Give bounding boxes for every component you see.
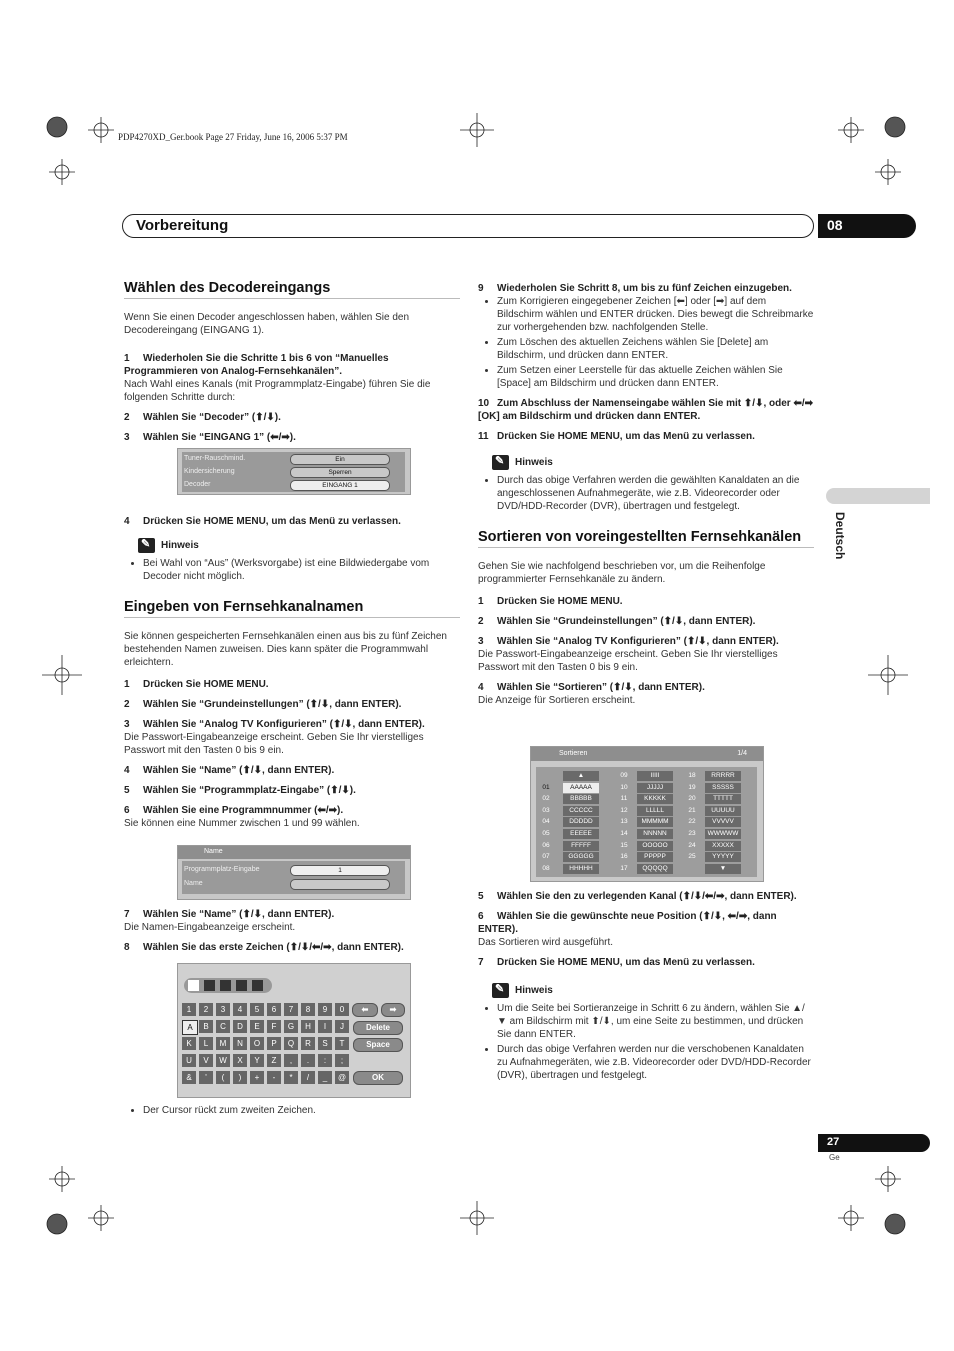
channel-name-cell[interactable]: BBBBB [563,794,599,804]
step: 11 Drücken Sie HOME MENU, um das Menü zu verlassen. [478,431,755,442]
channel-number: 07 [542,853,550,861]
step: 5 Wählen Sie den zu verlegenden Kanal (⬆/⬇/⬅/➡, dann ENTER). [478,891,797,902]
channel-name-cell[interactable]: DDDDD [563,817,599,827]
keyboard-key[interactable]: _ [318,1071,332,1084]
step: 7 Drücken Sie HOME MENU, um das Menü zu verlassen. [478,957,755,968]
step-body: Sie können eine Nummer zwischen 1 und 99 wählen. [124,818,360,829]
page-down-button[interactable]: ▼ [705,864,741,874]
screen-title: Name [204,848,223,855]
keyboard-key[interactable]: 9 [318,1003,332,1016]
keyboard-key[interactable]: A [182,1020,198,1035]
step-item: • Zum Setzen einer Leerstelle für das aktuelle Zeichen wählen Sie [Space] am Bildschirm und drücken dann ENTER. [497,364,814,390]
channel-number: 09 [620,772,628,779]
keyboard-key[interactable]: E [250,1020,264,1033]
keyboard-key[interactable]: Q [284,1037,298,1050]
page-language: Ge [829,1153,840,1162]
keyboard-key[interactable]: X [233,1054,247,1067]
step: 10 Zum Abschluss der Namenseingabe wählen Sie mit ⬆/⬇, oder ⬅/➡ [OK] am Bildschirm und drücken dann ENTER. [478,398,813,422]
channel-name-cell[interactable]: WWWWW [705,829,741,839]
channel-number: 16 [620,853,628,861]
keyboard-key[interactable]: ( [216,1071,230,1084]
channel-number: 06 [542,841,550,849]
menu-row: Tuner-Rauschmind. Ein [182,453,406,465]
hint-heading: ✎ Hinweis [138,538,460,553]
channel-number: 24 [688,841,696,849]
step: 2 Wählen Sie “Grundeinstellungen” (⬆/⬇, dann ENTER). [124,699,402,710]
channel-number: 10 [620,783,628,791]
hint-item: • Bei Wahl von “Aus” (Werksvorgabe) ist eine Bildwiedergabe vom Decoder nicht möglich. [143,557,460,583]
pencil-note-icon [492,983,509,998]
cursor-left-button[interactable]: ⬅ [352,1003,378,1017]
step: 1 Drücken Sie HOME MENU. [124,679,269,690]
menu-row: Programmplatz-Eingabe 1 [182,864,406,876]
keyboard-key[interactable]: P [267,1037,281,1050]
keyboard-key[interactable]: N [233,1037,247,1050]
keyboard-key[interactable]: Z [267,1054,281,1067]
channel-name-cell[interactable]: SSSSS [705,783,741,793]
right-lower-steps [478,890,814,1084]
channel-name-cell[interactable]: RRRRR [705,771,741,781]
channel-name-cell[interactable]: XXXXX [705,841,741,851]
keyboard-key[interactable]: J [335,1020,349,1033]
keyboard-key[interactable]: O [250,1037,264,1050]
keyboard-key[interactable]: * [284,1071,298,1084]
step-body: Die Passwort-Eingabeanzeige erscheint. Geben Sie Ihr vierstelliges Passwort mit den Tasten 0 bis 9 ein. [124,732,424,756]
step-body: Die Anzeige für Sortieren erscheint. [478,695,636,706]
channel-number: 15 [620,841,628,849]
step: 1 Wiederholen Sie die Schritte 1 bis 6 von “Manuelles Programmieren von Analog-Fernsehkanälen”. [124,353,389,377]
step: 4 Wählen Sie “Name” (⬆/⬇, dann ENTER). [124,765,335,776]
decoder-screen [177,448,411,495]
section-intro: Sie können gespeicherten Fernsehkanälen einen aus bis zu fünf Zeichen bestehenden Namen zuweisen. Dies kann später die Programmwahl erleichtern. [124,631,447,668]
keyboard-key[interactable]: T [335,1037,349,1050]
channel-number: 20 [688,795,696,803]
channel-number: 08 [542,864,550,872]
channel-name-cell[interactable]: FFFFF [563,841,599,851]
chapter-number: 08 [827,217,843,233]
keyboard-key[interactable]: ) [233,1071,247,1084]
keyboard-key[interactable]: F [267,1020,281,1033]
step: 2 Wählen Sie “Grundeinstellungen” (⬆/⬇, dann ENTER). [478,616,756,627]
step-item: • Zum Korrigieren eingegebener Zeichen [⬅] oder [➡] auf dem Bildschirm wählen und ENTER drücken. Dies bewegt die Schreibmarke zur vorhergehenden bzw. nachfolgenden Stelle. [497,295,814,334]
channel-number: 19 [688,783,696,791]
step: 6 Wählen Sie die gewünschte neue Position (⬆/⬇, ⬅/➡, dann ENTER). [478,911,777,935]
chapter-number-badge [818,214,916,238]
step-item: • Zum Löschen des aktuellen Zeichens wählen Sie [Delete] am Bildschirm, und drücken dann ENTER. [497,336,814,362]
step: 3 Wählen Sie “Analog TV Konfigurieren” (⬆/⬇, dann ENTER). [478,636,779,647]
keyboard-key[interactable]: 2 [199,1003,213,1016]
channel-name-cell[interactable]: KKKKK [637,794,673,804]
channel-name-cell[interactable]: PPPPP [637,852,673,862]
menu-row: Decoder EINGANG 1 [182,479,406,491]
channel-name-cell[interactable]: MMMMM [637,817,673,827]
channel-name-cell[interactable]: QQQQQ [637,864,673,874]
left-column [124,282,460,830]
keyboard-key[interactable]: / [301,1071,315,1084]
step-body: Nach Wahl eines Kanals (mit Programmplatz-Eingabe) führen Sie die folgenden Schritte durch: [124,379,431,403]
channel-name-cell[interactable]: NNNNN [637,829,673,839]
left-lower-steps [124,908,460,954]
keyboard-key[interactable]: B [199,1020,213,1033]
channel-name-cell[interactable]: GGGGG [563,852,599,862]
keyboard-key[interactable]: ' [199,1071,213,1084]
keyboard-key[interactable]: . [301,1054,315,1067]
channel-number: 01 [542,783,550,791]
step: 1 Drücken Sie HOME MENU. [478,596,623,607]
language-label-text: Deutsch [833,512,847,560]
keyboard-key[interactable]: L [199,1037,213,1050]
step: 7 Wählen Sie “Name” (⬆/⬇, dann ENTER). [124,909,335,920]
keyboard-key[interactable]: H [301,1020,315,1033]
channel-number: 11 [620,795,628,803]
sort-screen [530,746,764,882]
menu-row: Name [182,878,406,890]
keyboard-key[interactable]: , [284,1054,298,1067]
keyboard-key[interactable]: 5 [250,1003,264,1016]
channel-number: 22 [688,818,696,826]
channel-name-cell[interactable]: VVVVV [705,817,741,827]
step: 4 Drücken Sie HOME MENU, um das Menü zu verlassen. [124,516,401,527]
channel-number: 02 [542,795,550,803]
hint-item: • Durch das obige Verfahren werden nur die verschobenen Kanaldaten zu Aufnahmegeräten, wie z.B. Videorecorder oder DVD/HDD-Recorder (DVR), übertragen und festgelegt. [497,1043,814,1082]
step-body: Die Passwort-Eingabeanzeige erscheint. Geben Sie Ihr vierstelliges Passwort mit den Tasten 0 bis 9 ein. [478,649,778,673]
keyboard-key[interactable]: K [182,1037,196,1050]
step-body: Die Namen-Eingabeanzeige erscheint. [124,922,296,933]
channel-name-cell[interactable]: UUUUU [705,806,741,816]
channel-number: 12 [620,806,628,814]
menu-row: Kindersicherung Sperren [182,466,406,478]
keyboard-key[interactable]: V [199,1054,213,1067]
chapter-title: Vorbereitung [136,217,229,234]
channel-number: 17 [620,864,628,872]
hint-heading: ✎ Hinweis [492,455,814,470]
delete-button[interactable]: Delete [353,1021,403,1035]
section-intro: Wenn Sie einen Decoder angeschlossen haben, wählen Sie den Decodereingang (EINGANG 1). [124,312,410,336]
page-number: 27 [827,1136,840,1148]
channel-number: 18 [688,772,696,779]
keyboard-key[interactable]: - [267,1071,281,1084]
cursor-right-button[interactable]: ➡ [381,1003,405,1017]
channel-name-cell[interactable]: IIIII [637,771,673,781]
channel-name-cell[interactable]: CCCCC [563,806,599,816]
ok-button[interactable]: OK [353,1071,403,1085]
step: 3 Wählen Sie “Analog TV Konfigurieren” (⬆/⬇, dann ENTER). [124,719,425,730]
keyboard-key[interactable]: M [216,1037,230,1050]
keyboard-key[interactable]: S [318,1037,332,1050]
channel-name-cell[interactable]: AAAAA [563,783,599,793]
channel-number: 21 [688,806,696,814]
keyboard-key[interactable]: : [318,1054,332,1067]
section-title: Sortieren von voreingestellten Fernsehkanälen [478,531,814,548]
section-title: Wählen des Decodereingangs [124,282,460,299]
channel-name-cell[interactable]: EEEEE [563,829,599,839]
keyboard-key[interactable]: R [301,1037,315,1050]
hint-heading: ✎ Hinweis [492,983,814,998]
note-item: • Der Cursor rückt zum zweiten Zeichen. [143,1104,460,1117]
channel-name-cell[interactable]: HHHHH [563,864,599,874]
channel-number: 14 [620,830,628,837]
channel-number: 25 [688,853,696,861]
step: 3 Wählen Sie “EINGANG 1” (⬅/➡). [124,432,296,443]
keyboard-key[interactable]: 7 [284,1003,298,1016]
keyboard-key[interactable]: 8 [301,1003,315,1016]
step-body: Das Sortieren wird ausgeführt. [478,937,614,948]
section-title: Eingeben von Fernsehkanalnamen [124,601,460,618]
channel-name-cell[interactable]: JJJJJ [637,783,673,793]
keyboard-key[interactable]: @ [335,1071,349,1084]
keyboard-key[interactable]: + [250,1071,264,1084]
channel-number: 23 [688,830,696,837]
space-button[interactable]: Space [353,1038,403,1052]
channel-name-cell[interactable]: YYYYY [705,852,741,862]
channel-number: 13 [620,818,628,826]
step: 6 Wählen Sie eine Programmnummer (⬅/➡). [124,805,344,816]
channel-number: 04 [542,818,550,826]
hint-item: • Um die Seite bei Sortieranzeige in Schritt 6 zu ändern, wählen Sie ▲/▼ am Bildschirm mit ⬆/⬇, um eine Seite zu bestimmen, und drücken Sie dann ENTER. [497,1002,814,1041]
keyboard-key[interactable]: ; [335,1054,349,1067]
hint-item: • Durch das obige Verfahren werden die gewählten Kanaldaten an die angeschlossenen Aufnahmegeräte, wie z.B. Videorecorder oder DVD/HDD-Recorder (DVR), übertragen und festgelegt. [497,474,814,513]
step: 9 Wiederholen Sie Schritt 8, um bis zu fünf Zeichen einzugeben. [478,283,792,294]
channel-number: 05 [542,830,550,837]
pencil-note-icon [138,538,155,553]
keyboard-key[interactable]: 1 [182,1003,196,1016]
keyboard-key[interactable]: D [233,1020,247,1033]
channel-number: 03 [542,806,550,814]
step: 5 Wählen Sie “Programmplatz-Eingabe” (⬆/⬇). [124,785,356,796]
keyboard-key[interactable]: W [216,1054,230,1067]
sort-page: 1/4 [737,750,747,757]
right-column [478,282,814,707]
left-note [124,1104,460,1119]
sort-title: Sortieren [559,750,588,757]
keyboard-key[interactable]: 0 [335,1003,349,1016]
keyboard-key[interactable]: G [284,1020,298,1033]
keyboard-key[interactable]: 3 [216,1003,230,1016]
channel-name-cell[interactable]: OOOOO [637,841,673,851]
print-header: PDP4270XD_Ger.book Page 27 Friday, June 16, 2006 5:37 PM [118,132,348,142]
step: 2 Wählen Sie “Decoder” (⬆/⬇). [124,412,281,423]
keyboard-key[interactable]: U [182,1054,196,1067]
keyboard-key[interactable]: Y [250,1054,264,1067]
keyboard-key[interactable]: & [182,1071,196,1084]
side-tab [826,488,930,504]
keyboard-key[interactable]: 4 [233,1003,247,1016]
channel-name-cell[interactable]: TTTTT [705,794,741,804]
name-screen [177,845,411,900]
section-intro: Gehen Sie wie nachfolgend beschrieben vor, um die Reihenfolge programmierter Fernsehkanäle zu ändern. [478,561,766,585]
step: 4 Wählen Sie “Sortieren” (⬆/⬇, dann ENTER). [478,682,705,693]
page-up-button[interactable]: ▲ [563,771,599,781]
language-label [829,512,849,572]
step: 8 Wählen Sie das erste Zeichen (⬆/⬇/⬅/➡, dann ENTER). [124,942,404,953]
name-entry-keyboard [177,963,411,1098]
page-number-badge [818,1134,930,1152]
channel-name-cell[interactable]: LLLLL [637,806,673,816]
keyboard-key[interactable]: 6 [267,1003,281,1016]
keyboard-key[interactable]: I [318,1020,332,1033]
pencil-note-icon [492,455,509,470]
keyboard-key[interactable]: C [216,1020,230,1033]
